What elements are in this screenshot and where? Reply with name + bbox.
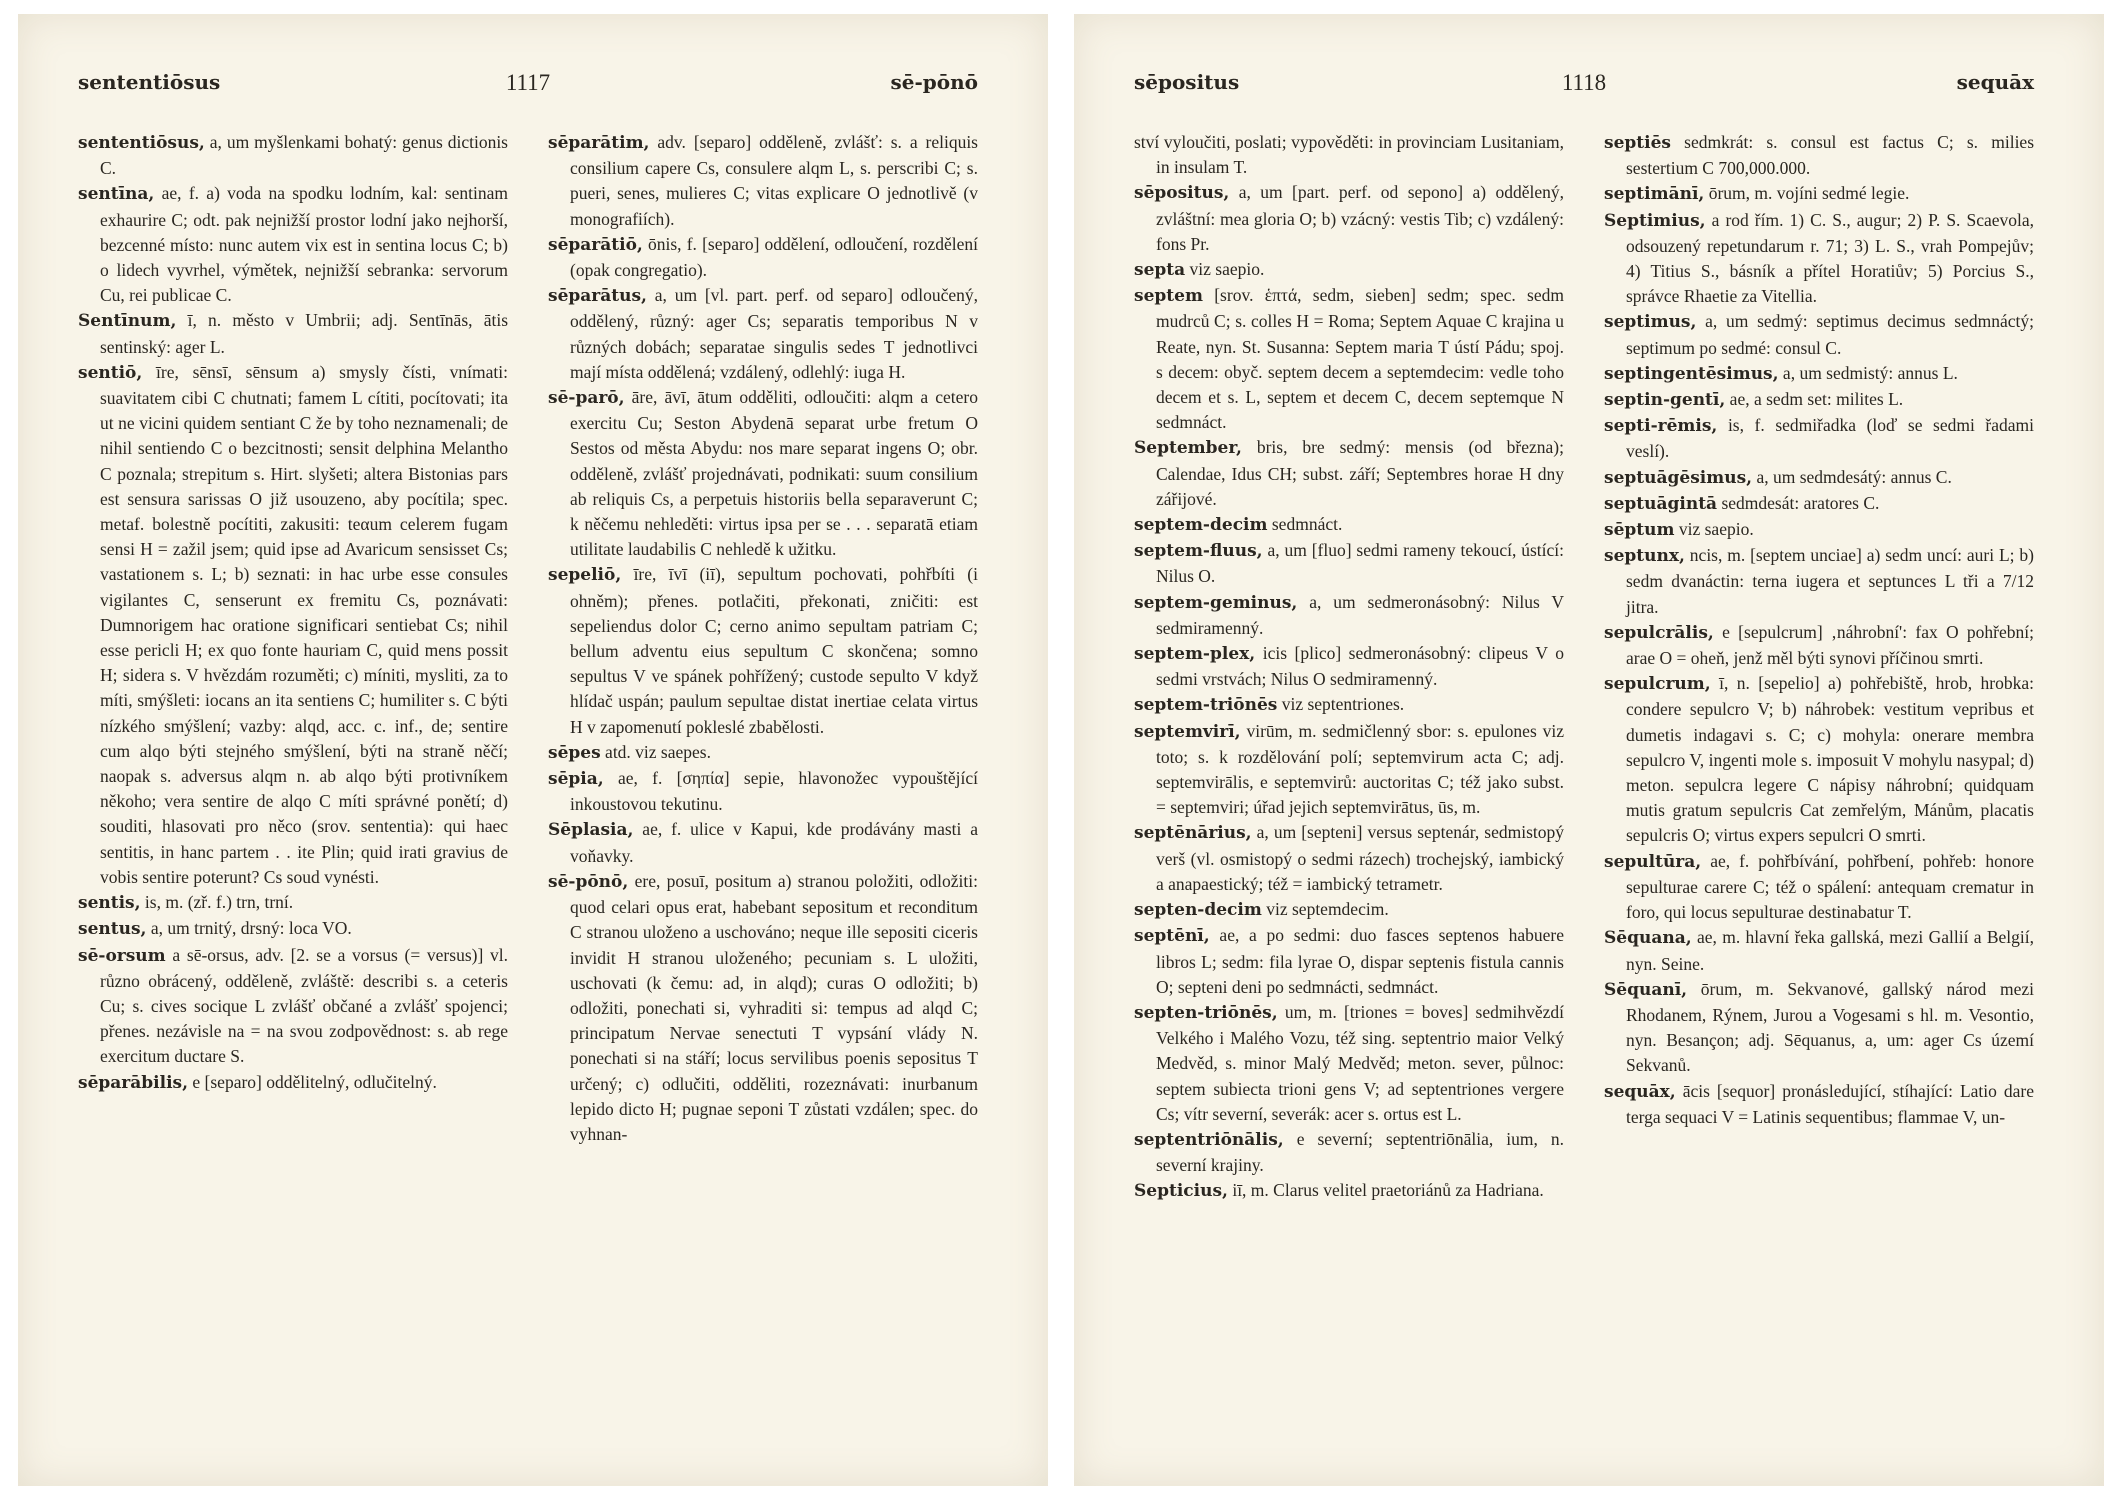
dictionary-entry [1134, 130, 1564, 180]
entry-definition: a rod řím. 1) C. S., augur; 2) P. S. Scaevola, odsouzený repetundarum r. 71; 3) L. S., vrah Pompejův; 4) Titius S., básník a přítel Horatiův; 5) Porcius S., správce Rhaetie za Vitellia. [1626, 209, 2034, 307]
dictionary-entry [1604, 543, 2034, 620]
entry-headword: septen-decim [1134, 900, 1262, 921]
entry-headword: sententiōsus, [78, 133, 205, 153]
entry-headword: sentiō, [78, 362, 143, 383]
dictionary-entry [1604, 671, 2034, 848]
entry-headword: Septimius, [1604, 210, 1706, 231]
entry-headword: septingentēsimus, [1604, 363, 1779, 384]
dictionary-entry [548, 869, 978, 1147]
column-right [548, 130, 978, 1426]
entry-definition: a, um trnitý, drsný: loca VO. [150, 918, 352, 939]
entry-definition: ae, f. a) voda na spodku lodním, kal: sentinam exhaurire C; odt. pak nejnižší prostor lodní jako nejhorší, bezcenné místo: nunc autem vix est in sentina locus C; b) o lidech vyvrhel, výmětek, nejnižší sebranka: servorum Cu, rei publicae C. [100, 183, 508, 306]
column-left [78, 130, 508, 1426]
dictionary-entry [1604, 465, 2034, 491]
dictionary-entry [1134, 641, 1564, 692]
entry-definition: e [separo] oddělitelný, odlučitelný. [192, 1071, 437, 1092]
entry-headword: sēparābilis, [78, 1072, 189, 1093]
entry-definition: sedmnáct. [1271, 514, 1343, 535]
entry-headword: septimus, [1604, 312, 1697, 333]
entry-definition: a, um sedmeronásobný: Nilus V sedmiramenný. [1156, 591, 1564, 638]
entry-headword: sēptum [1604, 520, 1675, 541]
entry-headword: septunx, [1604, 546, 1685, 567]
dictionary-entry [1604, 925, 2034, 976]
dictionary-entry [78, 890, 508, 916]
dictionary-entry [1134, 1127, 1564, 1178]
dictionary-entry [1604, 620, 2034, 671]
entry-definition: ācis [sequor] pronásledující, stíhající: Latio dare terga sequaci V = Latinis sequentibus; flammae V, un- [1626, 1080, 2034, 1127]
dictionary-entry [1134, 257, 1564, 283]
dictionary-entry [548, 740, 978, 766]
entry-headword: septēnārius, [1134, 823, 1252, 844]
dictionary-entry [1604, 849, 2034, 926]
dictionary-entry [1604, 387, 2034, 413]
page-header [78, 70, 978, 104]
entry-headword: sēpia, [548, 769, 604, 790]
entry-definition: viz saepio. [1189, 259, 1265, 280]
entry-definition: a, um [septeni] versus septenár, sedmistopý verš (vl. osmistopý o sedmi rázech) trochejský, iambický a anapaestický; též = iambický tetrametr. [1156, 822, 1564, 894]
page-number: 1118 [1561, 70, 1607, 95]
entry-headword: sepulcrum, [1604, 674, 1711, 695]
entry-headword: sēpes [548, 742, 601, 763]
dictionary-entry [1604, 181, 2034, 207]
dictionary-entry [1134, 538, 1564, 589]
entry-headword: septemvirī, [1134, 721, 1241, 742]
dictionary-entry [1604, 361, 2034, 387]
dictionary-entry [1134, 1178, 1564, 1204]
entry-definition: ae, a sedm set: milites L. [1729, 389, 1904, 410]
entry-headword: septem-geminus, [1134, 592, 1298, 613]
entry-headword: sepultūra, [1604, 851, 1702, 872]
dictionary-entry [1604, 130, 2034, 181]
entry-headword: September, [1134, 438, 1242, 459]
entry-definition: ere, posuī, positum a) stranou položiti, odložiti: quod celari opus erat, habebant sepositum et reconditum C stranou uloženo a uschováno; neque ille sepositi ciceris invidit H stranou uloženého; pecuniam s. L uložiti, uschovati (k čemu: ad, in alqd); curas O odložiti; b) odložiti, ponechati si, vyhraditi si: tempus ad alqd C; principatum Nervae senectuti T vypsání vlády N. ponechati si na stáří; locus servilibus poenis sepositus T určený; c) odlučiti, odděliti, rozeznávati: inurbanum lepido dicto H; pugnae seponi T zůstati vzdálen; spec. do vyhnan- [570, 870, 978, 1144]
entry-headword: sēpositus, [1134, 183, 1230, 204]
dictionary-entry [1604, 1079, 2034, 1130]
dictionary-entry [1134, 923, 1564, 1000]
entry-definition: is, m. (zř. f.) trn, trní. [144, 892, 294, 913]
dictionary-entry [1604, 208, 2034, 310]
entry-definition: īre, sēnsī, sēnsum a) smysly čísti, vnímati: suavitatem cibi C chutnati; famem L cítiti, pocítovati; ita ut ne vicini quidem sentiant C že by toho neznamenali; de nihil sentiendo C o bezcitnosti; sensit delphina Melantho C poznala; strepitum s. Hirt. slyšeti; altera Bistonias pars est sensura sarissas O již usouzeno, aby pocítila; spec. metaf. bolestně pocítiti, zakusiti: teαum celerem fugam sensi H = zažil jsem; quid ipse ad Avaricum sensisset Cs; vastationem s. L; b) seznati: in hac urbe esse consules vigilantes C, senserunt ex fremitu Cs, poznávati: Dumnorigem hac oratione significari sentiebat Cs; nihil esse pericli H; ex quo fonte hauriam C, quid mens possit H; sidera s. V hvězdám rozuměti; c) míniti, mysliti, za to míti, smýšleti: iocans an ita sentiens C; humiliter s. C býti nízkého smýšlení; vazby: alqd, acc. c. inf., de; sentire cum alqo býti stejného smýšlení, býti na straně něčí; naopak s. adversus alqm n. ab alqo býti protivníkem někoho; vera sentire de alqo C míti správné ponětí; d) souditi, hlasovati pro něco (srov. sententia): qui haec sentitis, in hanc partem . . ite Plin; quid irati gravius de vobis sentire poterunt? Cs soud vynésti. [100, 361, 508, 887]
columns [1134, 130, 2034, 1426]
entry-definition: a, um [fluo] sedmi rameny tekoucí, ústící: Nilus O. [1156, 540, 1564, 587]
entry-definition: ae, f. ulice v Kapui, kde prodávány masti a voňavky. [570, 819, 978, 866]
entry-headword: septuāgintā [1604, 493, 1718, 514]
entry-definition: ncis, m. [septem unciae] a) sedm uncí: auri L; b) sedm dvanáctin: terna iugera et septunces L tři a 7/12 jitra. [1626, 545, 2034, 617]
entry-definition: a sē-orsus, adv. [2. se a vorsus (= versus)] vl. různo obrácený, odděleně, zvláště: describi s. a ceteris Cu; s. cives socique L zvlášť občané a zvlášť spojenci; přenes. nezávisle na = na svou zodpovědnost: s. ab rege exercitum ductare S. [100, 944, 508, 1067]
entry-definition: [srov. ἑπτά, sedm, sieben] sedm; spec. sedm mudrců C; s. colles H = Roma; Septem Aquae C krajina u Reate, nyn. St. Susanna: Septem maria T ústí Pádu; spoj. s decem: obyč. septem decem a septemdecim: vedle toho decem et s. L, septem et decem C, decem septemque N sedmnáct. [1156, 285, 1564, 433]
entry-definition: adv. [separo] odděleně, zvlášť: s. a reliquis consilium capere Cs, consulere alqm L, s. perscribi C; s. pueri, senes, mulieres C; vitas explicare O jednotlivě (v monografiích). [570, 132, 978, 229]
guide-word-right: sē-pōnō [890, 70, 978, 94]
entry-definition: is, f. sedmiřadka (loď se sedmi řadami veslí). [1626, 415, 2034, 462]
column-left [1134, 130, 1564, 1426]
entry-headword: sēparātus, [548, 286, 647, 307]
entry-headword: Sēplasia, [548, 820, 634, 841]
column-right [1604, 130, 2034, 1426]
entry-definition: virūm, m. sedmičlenný sbor: s. epulones viz toto; s. k rozdělování polí; septemvirum acta C; adj. septemvirālis, e septemvirů: auctoritas C; též jako subst. = septemviri; úřad jejich septemvirātus, ūs, m. [1156, 720, 1564, 818]
entry-definition: ōrum, m. vojíni sedmé legie. [1708, 183, 1910, 204]
entry-headword: septem-triōnēs [1134, 695, 1278, 716]
entry-headword: sepulcrālis, [1604, 622, 1714, 643]
entry-definition: ae, f. [σηπία] sepie, hlavonožec vypouštějící inkoustovou tekutinu. [570, 768, 978, 815]
entry-definition: āre, āvī, ātum odděliti, odloučiti: alqm a cetero exercitu Cu; Seston Abydenā separat urbe fretum O Sestos od města Abydu: nos mare separat ingens O; obr. odděleně, zvlášť projednávati, podnikati: suum consilium ab reliquis Cs, a perpetuis historiis bella separaverunt C; k něčemu nehleděti: virtus ipsa per se . . . separatā etiam utilitate laudabilis C nehledě k užitku. [570, 387, 978, 560]
entry-definition: bris, bre sedmý: mensis (od března); Calendae, Idus CH; subst. září; Septembres horae H dny zářijové. [1156, 437, 1564, 509]
entry-definition: viz septemdecim. [1266, 899, 1389, 920]
entry-definition: ī, n. město v Umbrii; adj. Sentīnās, ātis sentinský: ager L. [100, 310, 508, 357]
entry-definition: icis [plico] sedmeronásobný: clipeus V o sedmi vrstvách; Nilus O sedmiramenný. [1156, 643, 1564, 690]
entry-definition: um, m. [triones = boves] sedmihvězdí Velkého i Malého Vozu, též sing. septentrio maior Velký Medvěd, s. minor Malý Medvěd; meton. sever, půlnoc: septem subiecta trioni gens V; ad septentriones vergere Cs; vítr severní, severák: acer s. ortus est L. [1156, 1001, 1564, 1124]
entry-headword: septēnī, [1134, 926, 1210, 947]
entry-headword: sē-pōnō, [548, 871, 629, 892]
dictionary-entry [78, 943, 508, 1070]
dictionary-entry [1134, 692, 1564, 718]
guide-word-left: sēpositus [1134, 70, 1240, 94]
entry-headword: septimānī, [1604, 184, 1705, 205]
entry-headword: sequāx, [1604, 1081, 1676, 1102]
entry-headword: septem-fluus, [1134, 541, 1263, 562]
dictionary-entry [548, 130, 978, 232]
dictionary-entry [1134, 435, 1564, 512]
entry-definition: ae, m. hlavní řeka gallská, mezi Gallií a Belgií, nyn. Seine. [1626, 927, 2034, 974]
entry-headword: sentis, [78, 893, 141, 914]
entry-definition: ství vyloučiti, poslati; vypověděti: in provinciam Lusitaniam, in insulam T. [1134, 132, 1564, 178]
guide-word-right: sequāx [1956, 70, 2034, 94]
dictionary-entry [1134, 719, 1564, 821]
guide-word-left: sententiōsus [78, 70, 221, 94]
entry-headword: Sēquana, [1604, 928, 1692, 949]
entry-definition: a, um myšlenkami bohatý: genus dictionis C. [100, 132, 508, 179]
entry-headword: septem-decim [1134, 515, 1268, 536]
dictionary-entry [548, 562, 978, 739]
dictionary-entry [548, 283, 978, 385]
entry-headword: septentriōnālis, [1134, 1129, 1284, 1150]
dictionary-entry [548, 817, 978, 868]
dictionary-entry [548, 385, 978, 562]
columns [78, 130, 978, 1426]
dictionary-entry [1134, 897, 1564, 923]
entry-definition: ae, f. pohřbívání, pohřbení, pohřeb: honore sepulturae carere C; též o spálení: antequam crematur in foro, qui locus sepulturae destinabatur T. [1626, 850, 2034, 923]
entry-definition: viz septentriones. [1281, 694, 1405, 715]
right-page [1074, 14, 2104, 1486]
dictionary-entry [1134, 180, 1564, 257]
entry-definition: iī, m. Clarus velitel praetoriánů za Hadriana. [1232, 1180, 1544, 1201]
entry-definition: atd. viz saepes. [605, 741, 711, 762]
entry-headword: septen-triōnēs, [1134, 1002, 1278, 1023]
entry-headword: septuāgēsimus, [1604, 467, 1753, 488]
entry-definition: sedmdesát: aratores C. [1721, 492, 1880, 513]
entry-headword: sentīna, [78, 184, 155, 205]
entry-headword: septin-gentī, [1604, 390, 1726, 411]
entry-headword: sepeliō, [548, 565, 622, 586]
page-header [1134, 70, 2034, 104]
entry-definition: e severní; septentriōnālia, ium, n. severní krajiny. [1156, 1128, 1564, 1176]
entry-definition: ōnis, f. [separo] oddělení, odloučení, rozdělení (opak congregatio). [570, 233, 978, 281]
entry-definition: ōrum, m. Sekvanové, gallský národ mezi Rhodanem, Rýnem, Jurou a Vogesami s hl. m. Vesontio, nyn. Besançon; adj. Sēquanus, a, um: ager Cs území Sekvanů. [1626, 978, 2034, 1076]
entry-headword: septi-rēmis, [1604, 416, 1718, 437]
dictionary-entry [548, 232, 978, 283]
entry-definition: sedmkrát: s. consul est factus C; s. milies sestertium C 700,000.000. [1626, 132, 2034, 179]
dictionary-entry [78, 181, 508, 308]
dictionary-entry [1134, 283, 1564, 435]
entry-definition: a, um sedmdesátý: annus C. [1756, 466, 1952, 487]
entry-definition: viz saepio. [1678, 519, 1754, 540]
entry-headword: septa [1134, 260, 1186, 281]
entry-definition: a, um [part. perf. od sepono] a) oddělený, zvláštní: mea gloria O; b) vzácný: vestis Tib; c) vzdálený: fons Pr. [1156, 182, 1564, 254]
dictionary-entry [78, 308, 508, 359]
entry-headword: sēparātiō, [548, 234, 643, 255]
entry-headword: sē-parō, [548, 388, 625, 409]
left-page [18, 14, 1048, 1486]
entry-definition: e [sepulcrum] ‚náhrobní': fax O pohřební; arae O = oheň, jenž měl býti synovi příčinou smrti. [1626, 621, 2034, 669]
entry-headword: sē-orsum [78, 945, 166, 966]
dictionary-entry [1604, 517, 2034, 543]
dictionary-entry [78, 130, 508, 181]
dictionary-entry [1134, 820, 1564, 897]
entry-headword: Sentīnum, [78, 311, 177, 332]
entry-definition: a, um [vl. part. perf. od separo] odloučený, oddělený, různý: ager Cs; separatis temporibus N v různých dobách; separatae singulis sedes T jednotlivci mají místa oddělená; vzdálený, odlehlý: iuga H. [570, 285, 978, 382]
entry-definition: a, um sedmistý: annus L. [1782, 362, 1958, 383]
dictionary-entry [1134, 590, 1564, 641]
dictionary-entry [548, 766, 978, 817]
entry-headword: Septicius, [1134, 1181, 1228, 1202]
dictionary-entry [1604, 413, 2034, 464]
page-number: 1117 [505, 70, 551, 95]
dictionary-entry [1134, 512, 1564, 538]
entry-definition: ae, a po sedmi: duo fasces septenos habuere libros L; sedm: fila lyrae O, dispar septenis fistula cannis O; septeni deni po sedmnácti, sedmnáct. [1156, 925, 1564, 997]
entry-definition: ī, n. [sepelio] a) pohřebiště, hrob, hrobka: condere sepulcro V; b) náhrobek: vestitum vepribus et dumetis indagavi s. C; c) mohyla: onerare membra sepulcro V, ingenti mole s. imposuit V mohylu nasypal; d) meton. sepulcra legere C nápisy náhrobní; quidquam mutis gratum sepulcris Cat zemřelým, Mánům, placatis sepulcris O; virtus expers sepulcri O smrti. [1626, 673, 2034, 846]
dictionary-entry [1134, 1000, 1564, 1127]
entry-headword: septem-plex, [1134, 644, 1256, 665]
entry-headword: sēparātim, [548, 133, 650, 153]
entry-headword: septem [1134, 286, 1203, 307]
entry-headword: septiēs [1604, 133, 1671, 153]
entry-headword: Sēquanī, [1604, 979, 1688, 1000]
entry-definition: īre, īvī (iī), sepultum pochovati, pohřbíti (i ohněm); přenes. potlačiti, překonati, zničiti: est sepeliendus dolor C; cerno animo sepultam patriam C; bellum adventu eius sepultum C skončena; somno sepultus V ve spánek pohřížený; custode sepulto V když hlídač uspán; paulum sepultae distat inertiae celata virtus H v zapomenutí pokleslé zbabělosti. [570, 564, 978, 737]
dictionary-entry [78, 916, 508, 942]
entry-headword: sentus, [78, 919, 147, 940]
dictionary-entry [1604, 977, 2034, 1079]
dictionary-entry [1604, 309, 2034, 360]
dictionary-entry [78, 1070, 508, 1096]
entry-definition: a, um sedmý: septimus decimus sedmnáctý; septimum po sedmé: consul C. [1626, 311, 2034, 358]
dictionary-entry [1604, 491, 2034, 517]
dictionary-entry [78, 360, 508, 890]
